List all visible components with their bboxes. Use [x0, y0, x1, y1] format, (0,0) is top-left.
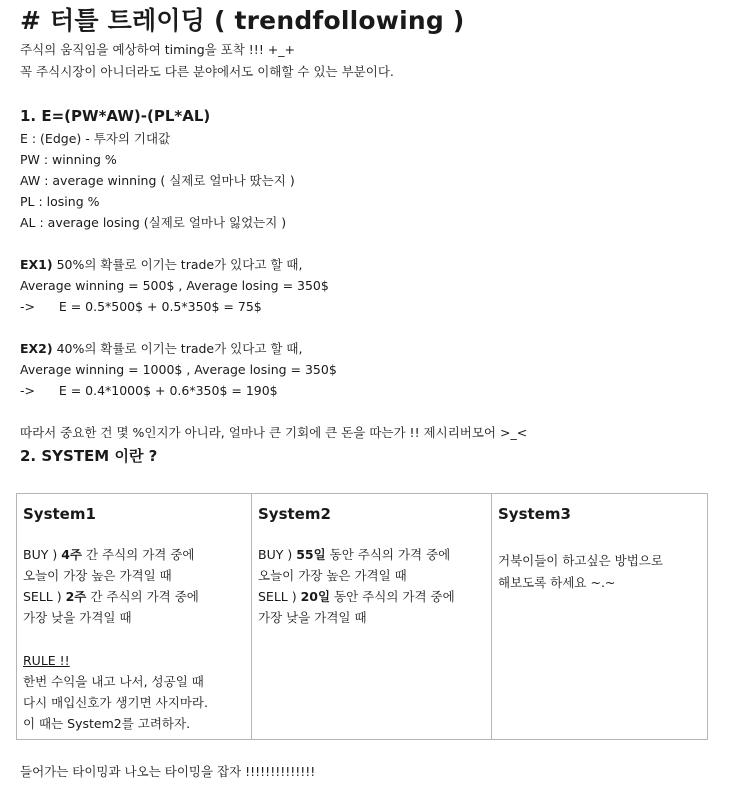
system3-title: System3 [498, 505, 571, 523]
system1-sell-line2: 가장 낮을 가격일 때 [23, 610, 132, 625]
example2-line [20, 340, 302, 358]
system3-cell [492, 494, 707, 739]
definition-line: E : (Edge) - 투자의 기대값 [20, 131, 171, 146]
system2-buy-line2: 오늘이 가장 높은 가격일 때 [258, 568, 407, 583]
sell-prefix: SELL ) [258, 589, 301, 604]
example1-line [20, 256, 302, 274]
system1-rule-line: 다시 매입신호가 생기면 사지마라. [23, 695, 208, 710]
section2-heading: 2. SYSTEM 이란 ? [20, 447, 158, 465]
example1-label: EX1) [20, 257, 53, 272]
definition-line: AL : average losing (실제로 얼마나 잃었는지 ) [20, 215, 287, 230]
section1-heading: 1. E=(PW*AW)-(PL*AL) [20, 107, 211, 125]
sell-period: 20일 [300, 589, 331, 604]
system1-rule-line: 이 때는 System2를 고려하자. [23, 716, 191, 731]
system2-cell [252, 494, 492, 739]
buy-period: 55일 [296, 547, 326, 562]
system2-buy-line [258, 546, 450, 564]
system1-title: System1 [23, 505, 96, 523]
example1-averages: Average winning = 500$ , Average losing = 350$ [20, 278, 329, 293]
example1-calculation: -> E = 0.5*500$ + 0.5*350$ = 75$ [20, 299, 262, 314]
example2-text: 40%의 확률로 이기는 trade가 있다고 할 때, [52, 341, 303, 356]
system2-title: System2 [258, 505, 331, 523]
intro-line: 꼭 주식시장이 아니더라도 다른 분야에서도 이해할 수 있는 부분이다. [20, 64, 394, 79]
system1-rule-label: RULE !! [23, 653, 70, 668]
sell-suffix: 간 주식의 가격 중에 [86, 589, 199, 604]
definition-line: PL : losing % [20, 194, 100, 209]
buy-suffix: 동안 주식의 가격 중에 [325, 547, 451, 562]
sell-period: 2주 [65, 589, 87, 604]
definition-line: AW : average winning ( 실제로 얼마나 땄는지 ) [20, 173, 295, 188]
example2-label: EX2) [20, 341, 53, 356]
sell-suffix: 동안 주식의 가격 중에 [330, 589, 455, 604]
example2-averages: Average winning = 1000$ , Average losing = 350$ [20, 362, 337, 377]
buy-suffix: 간 주식의 가격 중에 [81, 547, 195, 562]
page-title: # 터틀 트레이딩 ( trendfollowing ) [20, 6, 465, 35]
example2-calculation: -> E = 0.4*1000$ + 0.6*350$ = 190$ [20, 383, 278, 398]
conclusion-line: 따라서 중요한 건 몇 %인지가 아니라, 얼마나 큰 기회에 큰 돈을 따는가 !! 제시리버모어 >_< [20, 425, 528, 440]
sell-prefix: SELL ) [23, 589, 66, 604]
buy-prefix: BUY ) [258, 547, 297, 562]
system1-cell [17, 494, 252, 739]
buy-period: 4주 [61, 547, 82, 562]
system2-sell-line2: 가장 낮을 가격일 때 [258, 610, 367, 625]
system1-rule-line: 한번 수익을 내고 나서, 성공일 때 [23, 674, 204, 689]
buy-prefix: BUY ) [23, 547, 62, 562]
footer-line: 들어가는 타이밍과 나오는 타이밍을 잡자 !!!!!!!!!!!!!! [20, 764, 316, 779]
example1-text: 50%의 확률로 이기는 trade가 있다고 할 때, [52, 257, 303, 272]
definition-line: PW : winning % [20, 152, 117, 167]
system-table [16, 493, 708, 740]
system1-buy-line2: 오늘이 가장 높은 가격일 때 [23, 568, 172, 583]
system3-line: 해보도록 하세요 ~.~ [498, 575, 616, 590]
system3-line: 거북이들이 하고싶은 방법으로 [498, 553, 663, 568]
system1-buy-line [23, 546, 194, 564]
intro-line: 주식의 움직임을 예상하여 timing을 포착 !!! +_+ [20, 42, 296, 57]
system1-sell-line [23, 588, 199, 606]
system2-sell-line [258, 588, 455, 606]
